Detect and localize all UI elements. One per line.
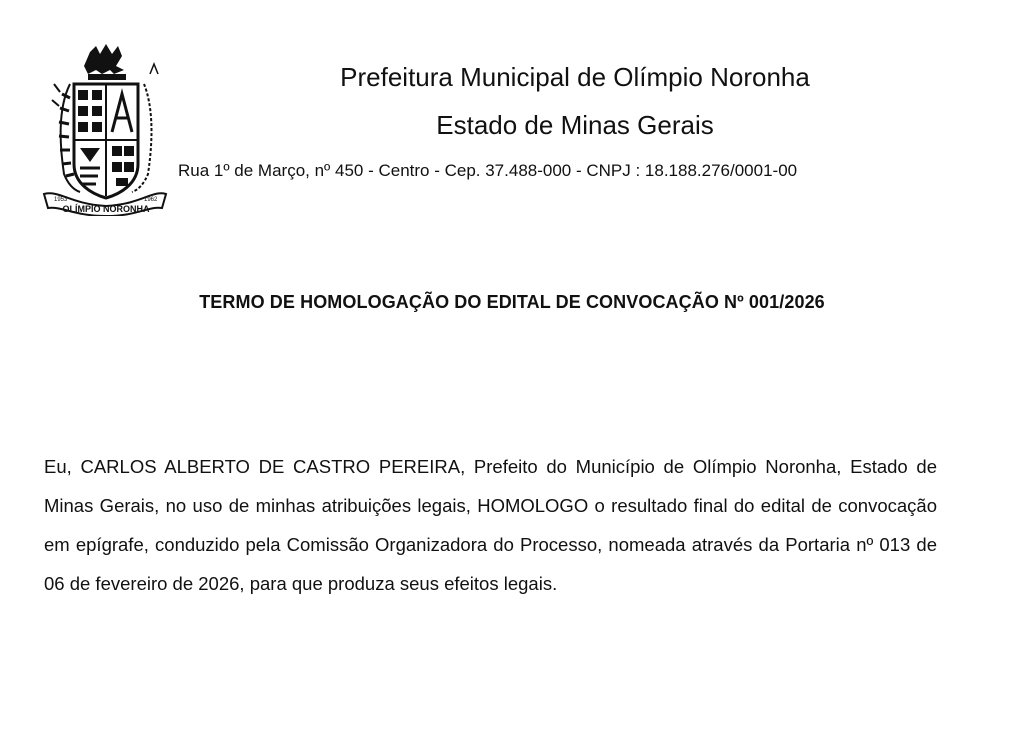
letterhead (170, 60, 980, 142)
crest-ribbon-text: OLÍMPIO NORONHA (62, 204, 150, 214)
state-name: Estado de Minas Gerais (436, 110, 714, 140)
crest-left-date: 1953 (54, 197, 68, 203)
municipal-coat-of-arms-icon (40, 44, 170, 216)
letterhead-address: Rua 1º de Março, nº 450 - Centro - Cep. 37.488-000 - CNPJ : 18.188.276/0001-00 (178, 161, 798, 180)
crest-right-date: 1962 (144, 197, 158, 203)
document-title: TERMO DE HOMOLOGAÇÃO DO EDITAL DE CONVOCAÇÃO Nº 001/2026 (199, 292, 825, 312)
document-body: Eu, CARLOS ALBERTO DE CASTRO PEREIRA, Prefeito do Município de Olímpio Noronha, Estado de Minas Gerais, no uso de minhas atribuições legais, HOMOLOGO o resultado final do edital de convocação em epígrafe, conduzido pela Comissão Organizadora do Processo, nomeada através da Portaria nº 013 de 06 de fevereiro de 2026, para que produza seus efeitos legais. (44, 456, 937, 594)
organization-name: Prefeitura Municipal de Olímpio Noronha (340, 62, 810, 92)
